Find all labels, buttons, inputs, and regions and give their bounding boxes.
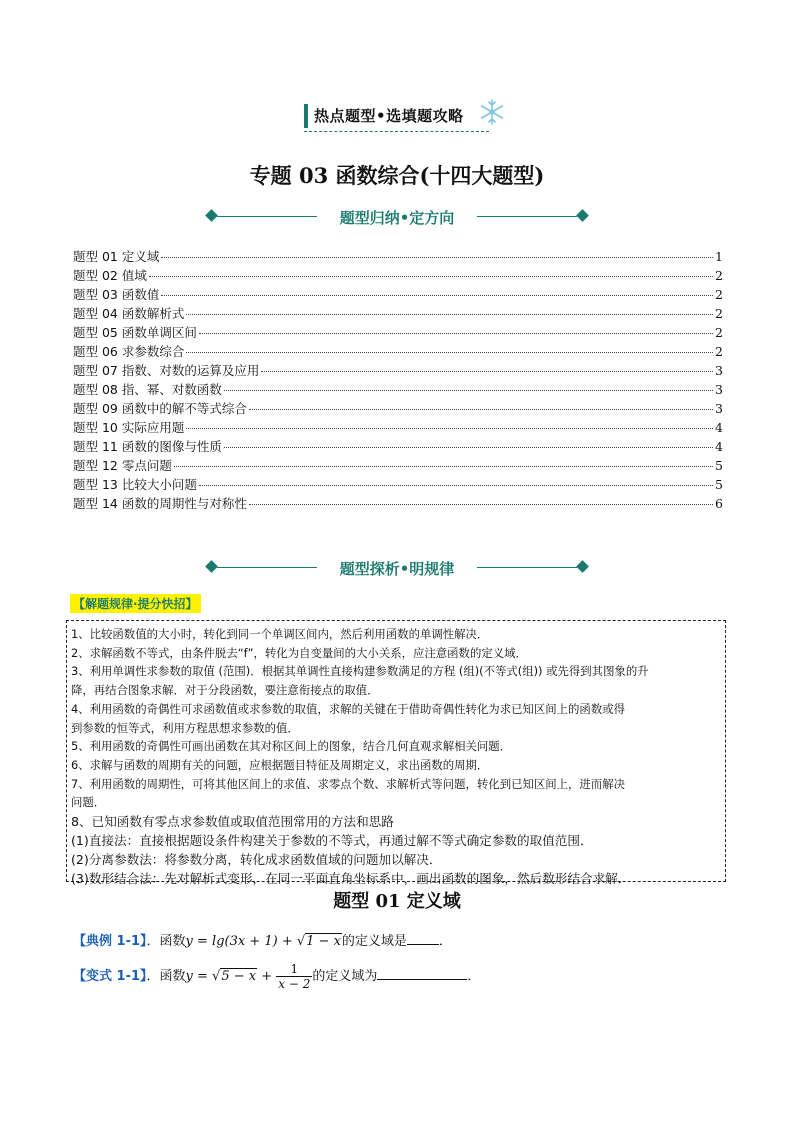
toc-item-page: 3 <box>715 363 723 378</box>
period: ． <box>438 934 452 949</box>
tip-line: 8、已知函数有零点求参数值或取值范围常用的方法和思路 <box>71 814 394 830</box>
banner-dashed-line <box>304 131 489 132</box>
toc-item-page: 4 <box>715 439 723 454</box>
variant-sqrt-expression: 5 − x <box>221 969 257 984</box>
example-1-1 <box>73 930 452 949</box>
example-suffix: 的定义域是 <box>341 934 407 949</box>
toc-item-label: 题型 13 比较大小问题 <box>73 477 197 492</box>
section-heading-text: 题型探析•明规律 <box>339 560 455 578</box>
toc-leader-dots <box>186 352 713 353</box>
toc-item[interactable] <box>73 361 723 380</box>
toc-leader-dots <box>199 333 713 334</box>
plus-sign: + <box>257 969 277 984</box>
toc-item[interactable] <box>73 494 723 513</box>
tips-box <box>66 620 726 887</box>
toc-item[interactable] <box>73 456 723 475</box>
toc-leader-dots <box>174 466 713 467</box>
tip-line: (2)分离参数法：将参数分离，转化成求函数值域的问题加以解决． <box>71 852 442 868</box>
toc-leader-dots <box>186 314 713 315</box>
toc-leader-dots <box>186 428 713 429</box>
toc-item[interactable] <box>73 304 723 323</box>
toc-item-page: 6 <box>715 496 723 511</box>
toc-item[interactable] <box>73 285 723 304</box>
tip-line: 7、利用函数的周期性，可将其他区间上的求值、求零点个数、求解析式等问题，转化到已知区间上，进而解决 <box>71 776 625 791</box>
toc-item-page: 5 <box>715 458 723 473</box>
toc-item-label: 题型 11 函数的图像与性质 <box>73 439 222 454</box>
banner-accent-bar <box>304 104 308 128</box>
toc-leader-dots <box>249 504 713 505</box>
page-title: 专题 03 函数综合(十四大题型) <box>249 163 545 188</box>
tip-line: 3、利用单调性求参数的取值 (范围)．根据其单调性直接构建参数满足的方程 (组)(不等式(组)) 或先得到其图象的升 <box>71 664 649 679</box>
variant-1-1 <box>73 962 480 991</box>
type01-title: 题型 01 定义域 <box>333 891 461 912</box>
table-of-contents <box>73 247 723 513</box>
tip-line: 降，再结合图象求解．对于分段函数，要注意衔接点的取值． <box>71 683 379 698</box>
toc-item-page: 2 <box>715 268 723 283</box>
sqrt-symbol: √ <box>296 934 306 949</box>
toc-item-label: 题型 08 指、幂、对数函数 <box>73 382 222 397</box>
toc-item-label: 题型 01 定义域 <box>73 249 160 264</box>
tip-line: 4、利用函数的奇偶性可求函数值或求参数的取值，求解的关键在于借助奇偶性转化为求已知区间上的函数或得 <box>71 701 625 716</box>
toc-item[interactable] <box>73 247 723 266</box>
header-banner <box>300 96 520 136</box>
toc-item-page: 2 <box>715 306 723 321</box>
toc-leader-dots <box>224 447 713 448</box>
toc-item-label: 题型 10 实际应用题 <box>73 420 185 435</box>
toc-item[interactable] <box>73 399 723 418</box>
variant-prefix: ．函数 <box>146 969 186 984</box>
section-heading-text: 题型归纳•定方向 <box>339 209 455 227</box>
toc-item-label: 题型 07 指数、对数的运算及应用 <box>73 363 260 378</box>
tip-line: 到参数的恒等式，利用方程思想求参数的值． <box>71 720 299 735</box>
fraction-denominator: x − 2 <box>278 977 311 991</box>
section-heading-explore <box>205 558 589 578</box>
example-prefix: ．函数 <box>146 934 186 949</box>
toc-item[interactable] <box>73 418 723 437</box>
toc-item-label: 题型 14 函数的周期性与对称性 <box>73 496 247 511</box>
toc-item[interactable] <box>73 475 723 494</box>
toc-item[interactable] <box>73 323 723 342</box>
banner-text: 热点题型•选填题攻略 <box>314 107 464 125</box>
toc-leader-dots <box>161 295 713 296</box>
toc-item-label: 题型 12 零点问题 <box>73 458 172 473</box>
answer-blank[interactable] <box>407 944 439 945</box>
toc-item-label: 题型 04 函数解析式 <box>73 306 185 321</box>
toc-item-page: 2 <box>715 344 723 359</box>
toc-leader-dots <box>249 409 713 410</box>
section-heading-toc <box>205 207 589 227</box>
toc-item[interactable] <box>73 342 723 361</box>
toc-item-page: 3 <box>715 382 723 397</box>
toc-item-label: 题型 02 值域 <box>73 268 147 283</box>
toc-item-label: 题型 03 函数值 <box>73 287 160 302</box>
example-sqrt-expression: 1 − x <box>306 934 341 949</box>
toc-item-label: 题型 05 函数单调区间 <box>73 325 197 340</box>
variant-tag: 【变式 1-1】 <box>73 969 147 984</box>
toc-item-label: 题型 09 函数中的解不等式综合 <box>73 401 247 416</box>
tip-line: 问题． <box>71 795 106 810</box>
toc-item-label: 题型 06 求参数综合 <box>73 344 185 359</box>
variant-expression: y = <box>185 969 213 984</box>
toc-item-page: 1 <box>715 249 723 264</box>
toc-item-page: 5 <box>715 477 723 492</box>
sqrt-symbol: √ <box>212 969 221 984</box>
tip-line: 5、利用函数的奇偶性可画出函数在其对称区间上的图象，结合几何直观求解相关问题． <box>71 739 512 754</box>
example-expression: y = lg(3x + 1) + <box>185 934 297 949</box>
snowflake-icon <box>478 98 506 126</box>
period: ． <box>467 969 481 984</box>
toc-item[interactable] <box>73 380 723 399</box>
tips-label: 【解题规律·提分快招】 <box>70 594 201 613</box>
fraction <box>276 962 312 991</box>
toc-item-page: 2 <box>715 325 723 340</box>
answer-blank[interactable] <box>377 979 467 980</box>
toc-leader-dots <box>199 485 713 486</box>
toc-leader-dots <box>224 390 713 391</box>
toc-item-page: 2 <box>715 287 723 302</box>
divider <box>477 216 577 217</box>
divider <box>477 567 577 568</box>
toc-leader-dots <box>261 371 713 372</box>
tip-line: 6、求解与函数的周期有关的问题，应根据题目特征及周期定义，求出函数的周期． <box>71 757 489 772</box>
tip-line: 1、比较函数值的大小时，转化到同一个单调区间内，然后利用函数的单调性解决． <box>71 627 489 641</box>
variant-suffix: 的定义域为 <box>312 969 378 984</box>
tip-line: (1)直接法：直接根据题设条件构建关于参数的不等式，再通过解不等式确定参数的取值范围． <box>71 833 593 849</box>
toc-item[interactable] <box>73 266 723 285</box>
fraction-numerator: 1 <box>276 962 312 977</box>
toc-leader-dots <box>149 276 713 277</box>
tip-line: (3)数形结合法：先对解析式变形，在同一平面直角坐标系中，画出函数的图象，然后数形结合求解． <box>71 871 631 887</box>
toc-leader-dots <box>161 257 713 258</box>
toc-item-page: 3 <box>715 401 723 416</box>
tip-line: 2、求解函数不等式，由条件脱去“f”，转化为自变量间的大小关系，应注意函数的定义域． <box>71 645 527 660</box>
toc-item[interactable] <box>73 437 723 456</box>
example-tag: 【典例 1-1】 <box>73 934 147 949</box>
toc-item-page: 4 <box>715 420 723 435</box>
